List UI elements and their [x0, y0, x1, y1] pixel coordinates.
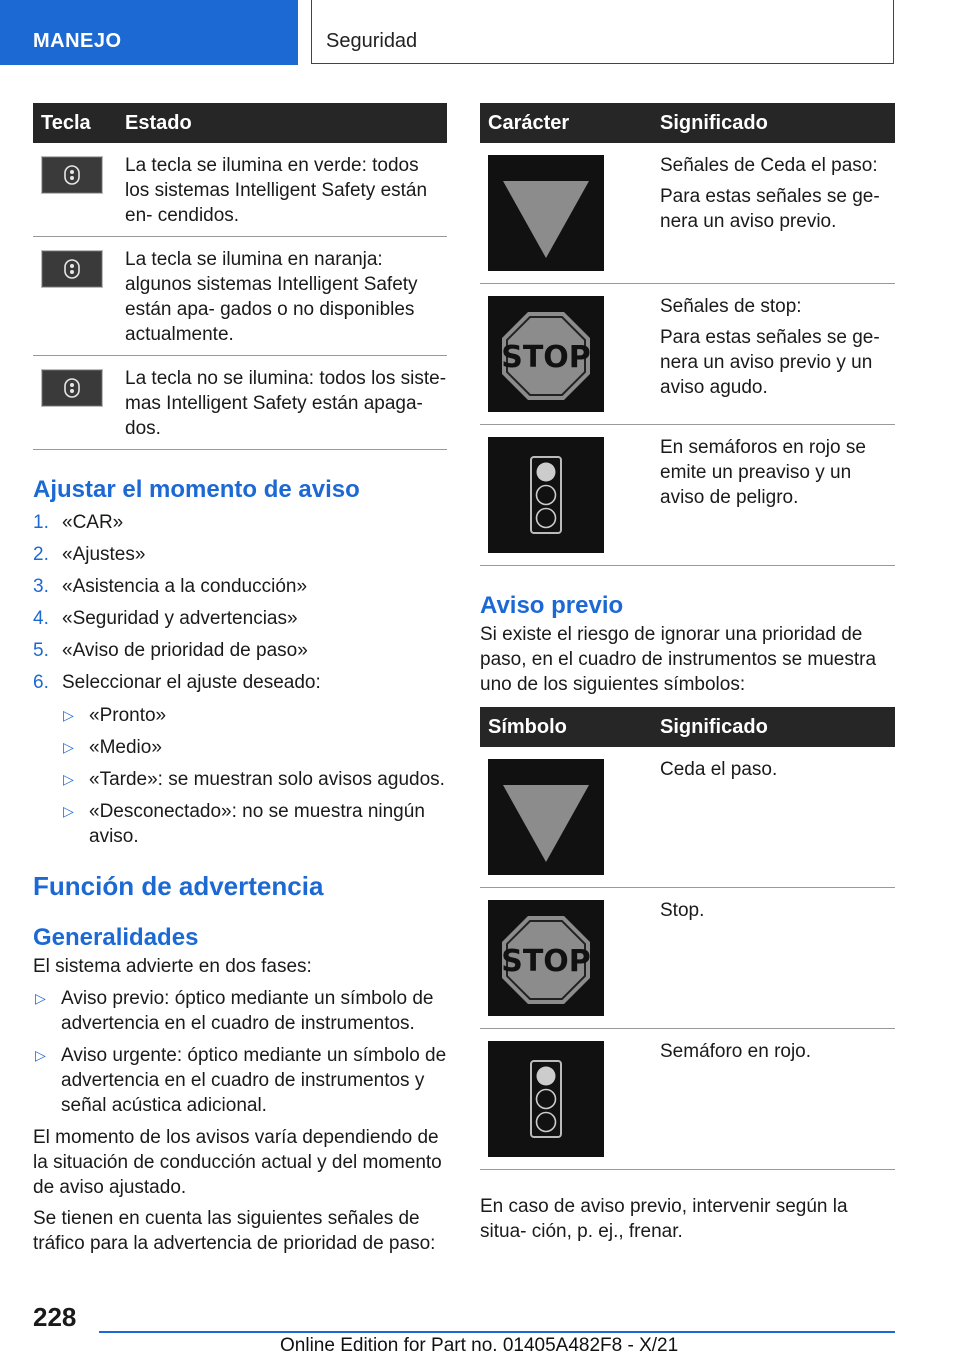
bullet-triangle-icon: ▷	[63, 707, 74, 723]
svg-text:STOP: STOP	[501, 340, 591, 375]
section-title: MANEJO	[33, 30, 122, 52]
meaning-text: Señales de Ceda el paso:	[660, 155, 878, 176]
footer-divider	[99, 1331, 895, 1333]
meaning-text: En semáforos en rojo se emite un preaviso y un aviso de peligro.	[660, 437, 866, 508]
yield-sign-icon	[488, 759, 604, 875]
bullet-triangle-icon: ▷	[63, 803, 74, 819]
list-item: ▷ Aviso urgente: óptico mediante un símbolo de advertencia en el cuadro de instrumentos y señal acústica adicional.	[35, 1045, 447, 1116]
table-row	[33, 237, 447, 356]
right-column	[480, 103, 895, 1244]
table-row	[480, 1029, 895, 1170]
traffic-light-icon	[488, 437, 604, 553]
key-state-text: La tecla se ilumina en verde: todos los sistemas Intelligent Safety están en- cendidos.	[117, 143, 447, 237]
bullet-triangle-icon: ▷	[35, 990, 46, 1006]
traffic-light-icon	[488, 1041, 604, 1157]
list-item: ▷ «Medio»	[63, 737, 162, 758]
warning-phases	[33, 986, 447, 1118]
chapter-header	[311, 0, 894, 64]
list-item: ▷ «Tarde»: se muestran solo avisos agudos.	[63, 769, 445, 790]
table-row	[33, 143, 447, 237]
settings-steps	[33, 510, 447, 849]
page-number: 228	[33, 1302, 77, 1332]
symbol-column-header: Símbolo	[480, 707, 648, 747]
section-heading: Ajustar el momento de aviso	[33, 476, 360, 503]
subsection-heading: Generalidades	[33, 924, 199, 951]
table-row	[480, 747, 895, 888]
list-item: ▷ Aviso previo: óptico mediante un símbolo de advertencia en el cuadro de instrumentos.	[35, 988, 434, 1034]
meaning-text: Semáforo en rojo.	[660, 1041, 812, 1062]
table-row	[480, 425, 895, 566]
meaning-column-header: Significado	[648, 103, 895, 143]
bullet-triangle-icon: ▷	[63, 771, 74, 787]
table-row	[480, 888, 895, 1029]
table-row	[480, 284, 895, 425]
meaning-text: Para estas señales se ge- nera un aviso previo y un aviso agudo.	[660, 327, 880, 398]
paragraph: Se tienen en cuenta las siguientes señales de tráfico para la advertencia de prioridad de paso:	[33, 1208, 436, 1254]
settings-options	[33, 703, 447, 849]
key-state-text: La tecla se ilumina en naranja: algunos sistemas Intelligent Safety están apa- gados o no disponibles actualmente.	[117, 237, 447, 356]
paragraph: El momento de los avisos varía dependiendo de la situación de conducción actual y del momento de aviso ajustado.	[33, 1127, 442, 1198]
chapter-title: Seguridad	[326, 30, 418, 52]
list-item: ▷ «Pronto»	[63, 705, 167, 726]
list-item: 6. Seleccionar el ajuste deseado: ▷ «Pronto» ▷ «Medio» ▷ «Tarde»: se muestran solo avisos agudos. ▷ «Desconectado»: no se muestra ningún aviso.	[33, 670, 447, 849]
list-item: 3. «Asistencia a la conducción»	[33, 576, 308, 597]
bullet-triangle-icon: ▷	[35, 1047, 46, 1063]
stop-sign-icon	[488, 296, 604, 412]
paragraph: En caso de aviso previo, intervenir según la situa- ción, p. ej., frenar.	[480, 1196, 848, 1242]
meaning-text: Señales de stop:	[660, 296, 802, 317]
svg-text:STOP: STOP	[501, 944, 591, 979]
edition-footer: Online Edition for Part no. 01405A482F8 - X/21	[280, 1335, 679, 1356]
key-state-text: La tecla no se ilumina: todos los siste- mas Intelligent Safety están apaga- dos.	[117, 356, 447, 450]
meaning-text: Ceda el paso.	[660, 759, 778, 780]
intelligent-safety-key-icon	[41, 250, 103, 288]
bullet-triangle-icon: ▷	[63, 739, 74, 755]
character-column-header: Carácter	[480, 103, 648, 143]
list-item: 5. «Aviso de prioridad de paso»	[33, 640, 308, 661]
list-item: ▷ «Desconectado»: no se muestra ningún aviso.	[63, 801, 425, 847]
intelligent-safety-key-icon	[41, 156, 103, 194]
section-heading: Función de advertencia	[33, 871, 324, 901]
intelligent-safety-key-icon	[41, 369, 103, 407]
table-row	[33, 356, 447, 450]
table-row	[480, 143, 895, 284]
section-tab	[0, 0, 298, 65]
meaning-text: Stop.	[660, 900, 705, 921]
key-state-table	[33, 103, 447, 450]
list-item: 2. «Ajustes»	[33, 544, 146, 565]
meaning-column-header: Significado	[648, 707, 895, 747]
paragraph: Si existe el riesgo de ignorar una prioridad de paso, en el cuadro de instrumentos se muestra uno de los siguientes símbolos:	[480, 624, 877, 695]
paragraph: El sistema advierte en dos fases:	[33, 956, 312, 977]
list-item: 1. «CAR»	[33, 512, 124, 533]
meaning-text: Para estas señales se ge- nera un aviso previo.	[660, 186, 880, 232]
key-column-header: Tecla	[33, 103, 117, 143]
sign-character-table	[480, 103, 895, 566]
symbol-table	[480, 707, 895, 1170]
left-column	[33, 103, 447, 1256]
list-item: 4. «Seguridad y advertencias»	[33, 608, 298, 629]
section-heading: Aviso previo	[480, 592, 624, 619]
stop-sign-icon	[488, 900, 604, 1016]
state-column-header: Estado	[117, 103, 447, 143]
yield-sign-icon	[488, 155, 604, 271]
